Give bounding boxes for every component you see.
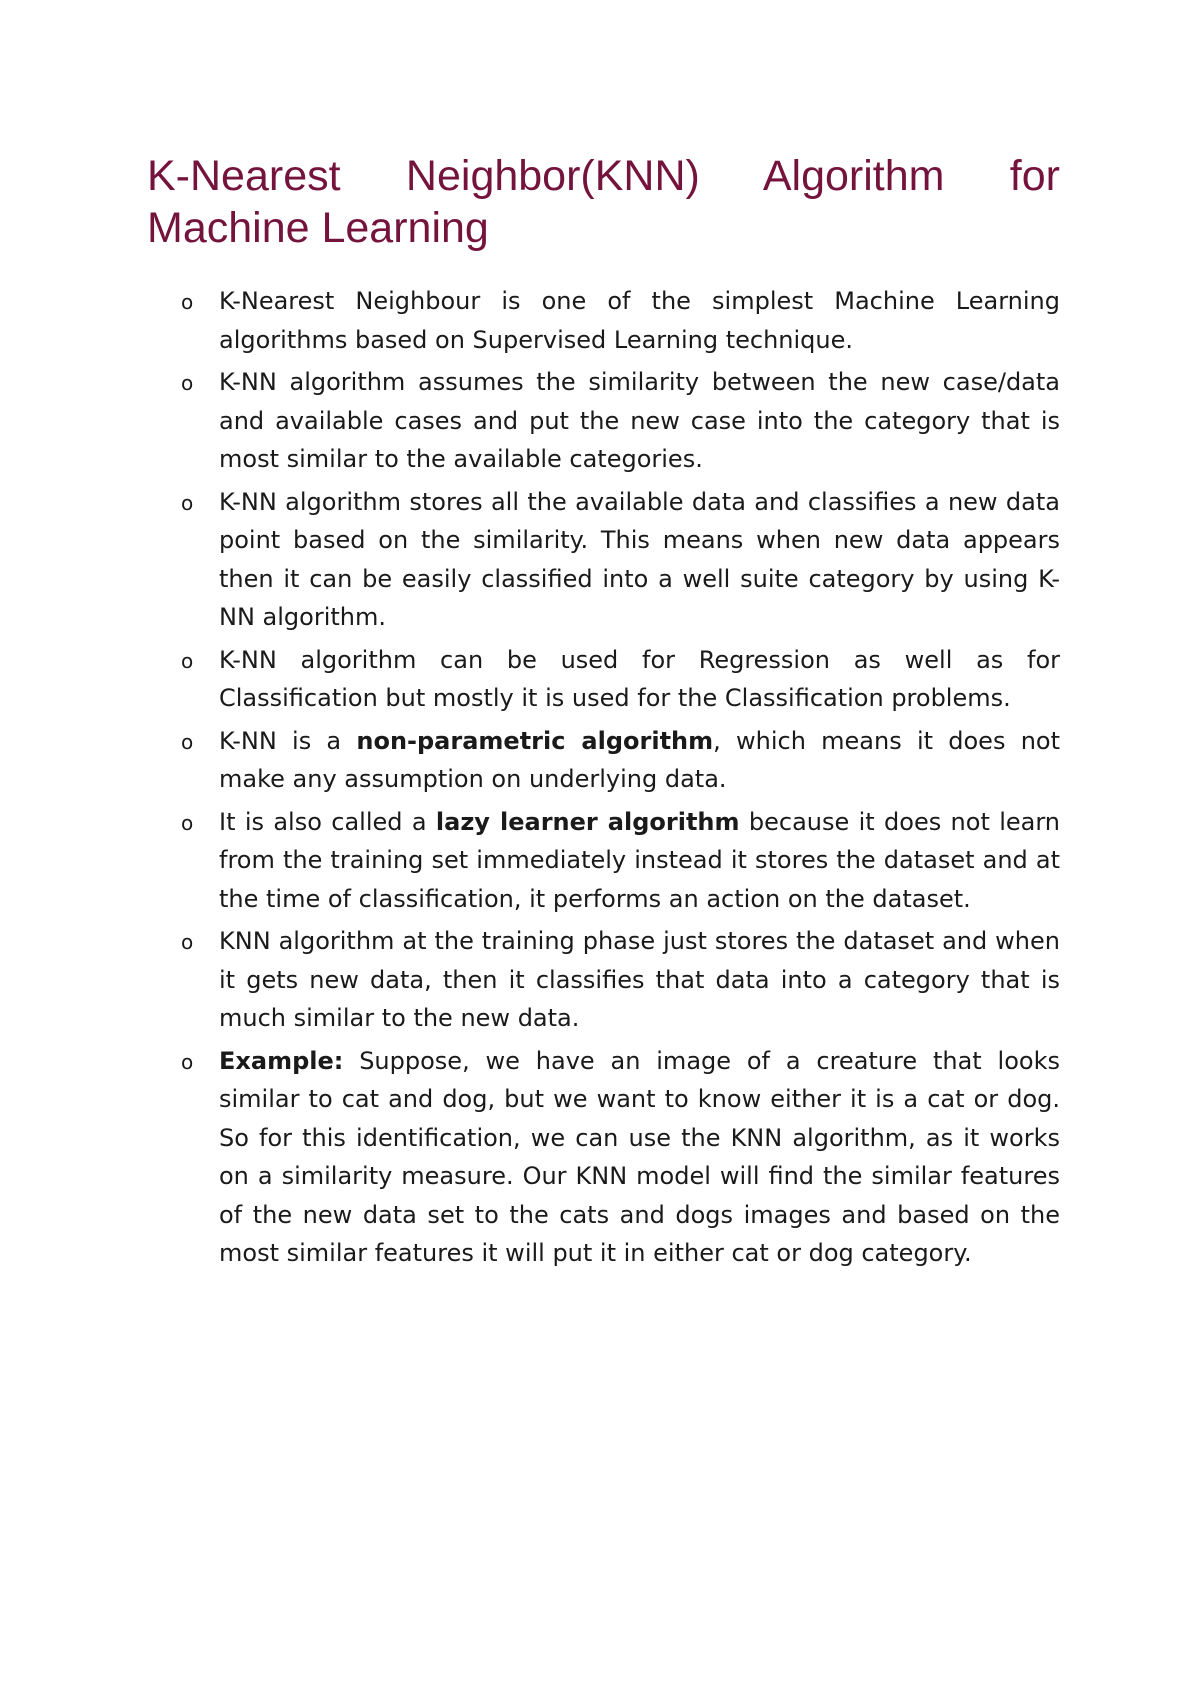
list-item bbox=[147, 1042, 1060, 1273]
list-item-text: K-NN algorithm stores all the available data and classifies a new data point based on the similarity. This means when new data appears then it can be easily classified into a well suite category by using K- NN algorithm. bbox=[219, 487, 1060, 631]
list-item bbox=[147, 922, 1060, 1038]
document-content bbox=[147, 150, 1060, 1277]
bullet-marker: o bbox=[181, 371, 194, 395]
list-item bbox=[147, 641, 1060, 718]
list-item-text: It is also called a bbox=[219, 807, 436, 836]
list-item bbox=[147, 363, 1060, 479]
list-item bbox=[147, 803, 1060, 919]
bullet-marker: o bbox=[181, 290, 194, 314]
list-item-bold-term: Example: bbox=[219, 1046, 344, 1075]
list-item-text: , which means it does not make any assumption on underlying data. bbox=[219, 726, 1060, 793]
list-item-text: K-NN is a bbox=[219, 726, 357, 755]
page-title: K-Nearest Neighbor(KNN) Algorithm for Machine Learning bbox=[147, 152, 1060, 252]
list-item-text: K-NN algorithm can be used for Regression as well as for Classification but mostly it is used for the Classification problems. bbox=[219, 645, 1060, 712]
list-item bbox=[147, 483, 1060, 637]
list-item-text: Suppose, we have an image of a creature that looks similar to cat and dog, but we want to know either it is a cat or dog. So for this identification, we can use the KNN algorithm, as it works on a similarity measure. Our KNN model will find the similar features of the new data set to the cats and dogs images and based on the most similar features it will put it in either cat or dog category. bbox=[219, 1046, 1060, 1267]
list-item-text: because it does not learn from the training set immediately instead it stores the dataset and at the time of classification, it performs an action on the dataset. bbox=[219, 807, 1060, 913]
bullet-marker: o bbox=[181, 648, 194, 673]
list-item bbox=[147, 722, 1060, 799]
bullet-marker: o bbox=[181, 1049, 194, 1074]
list-item bbox=[147, 282, 1060, 359]
list-item-bold-term: non-parametric algorithm bbox=[356, 726, 714, 755]
bullet-marker: o bbox=[181, 490, 194, 515]
list-item-text: K-NN algorithm assumes the similarity between the new case/data and available cases and put the new case into the category that is most similar to the available categories. bbox=[219, 368, 1060, 473]
bullet-marker: o bbox=[181, 810, 194, 835]
bullet-list bbox=[147, 282, 1060, 1273]
list-item-text: KNN algorithm at the training phase just stores the dataset and when it gets new data, then it classifies that data into a category that is much similar to the new data. bbox=[219, 927, 1060, 1032]
list-item-bold-term: lazy learner algorithm bbox=[435, 807, 740, 836]
list-item-text: K-Nearest Neighbour is one of the simplest Machine Learning algorithms based on Supervised Learning technique. bbox=[219, 287, 1060, 354]
bullet-marker: o bbox=[181, 930, 194, 954]
bullet-marker: o bbox=[181, 729, 194, 754]
